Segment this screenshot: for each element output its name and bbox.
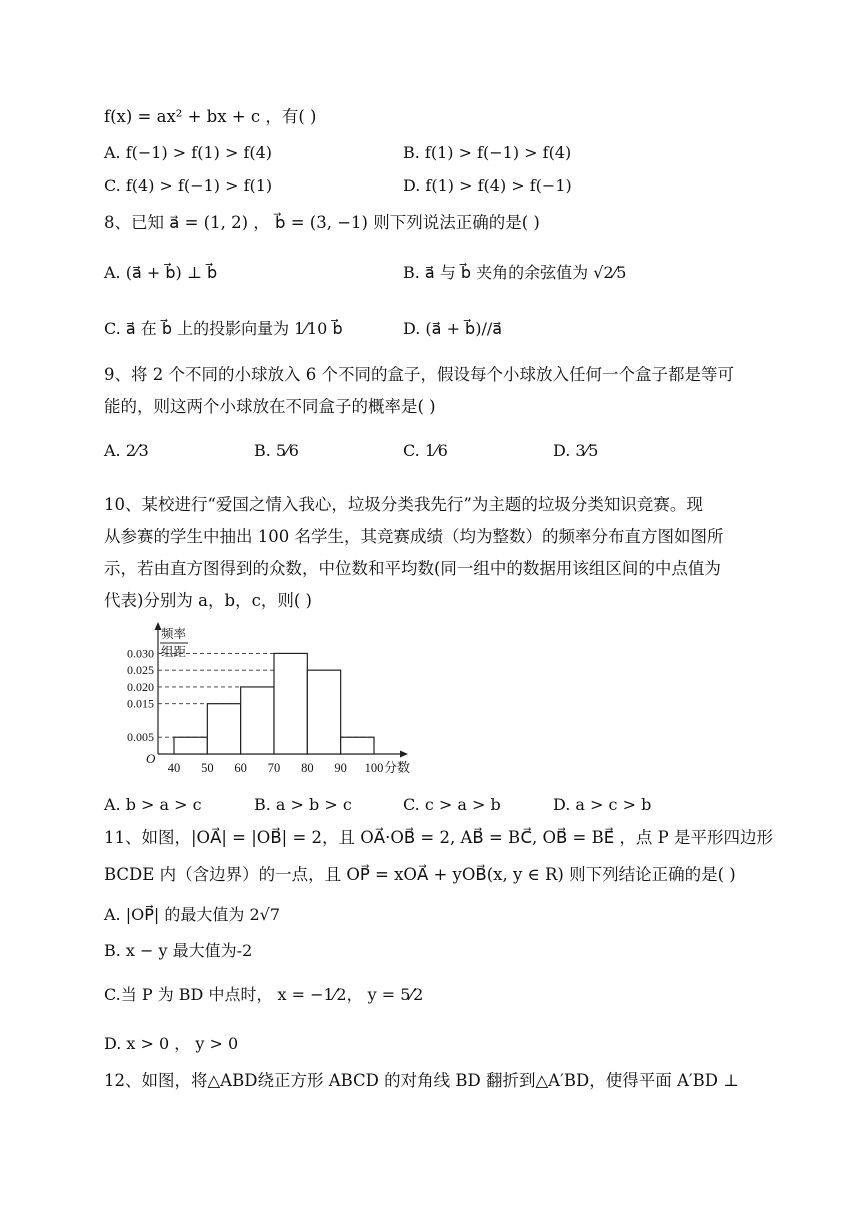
q9-option-b: B. 5⁄6 [254,441,299,460]
x-tick-label: 90 [334,761,347,775]
x-axis-arrow [400,751,408,758]
origin-label: O [146,751,156,766]
q8-option-d: D. (a⃗ + b⃗)//a⃗ [403,319,503,338]
q8-option-c: C. a⃗ 在 b⃗ 上的投影向量为 1⁄10 b⃗ [104,319,343,338]
q8-stem: 8、已知 a⃗ = (1, 2) ， b⃗ = (3, −1) 则下列说法正确的是( ) [104,213,540,232]
q7-option-c: C. f(4) > f(−1) > f(1) [104,176,273,195]
histogram-bar [341,737,374,754]
q10-stem-4: 代表)分别为 a，b，c，则( ) [104,591,312,610]
q7-option-d: D. f(1) > f(4) > f(−1) [403,176,572,195]
q12-stem-1: 12、如图，将△ABD绕正方形 ABCD 的对角线 BD 翻折到△A′BD，使得平面 A′BD ⊥ [104,1071,739,1090]
x-tick-label: 100 [364,761,384,775]
y-axis-label-top: 频率 [161,627,187,641]
q9-option-a: A. 2⁄3 [104,441,149,460]
x-tick-label: 40 [167,761,181,775]
q7-option-a: A. f(−1) > f(1) > f(4) [104,143,273,162]
q10-stem-1: 10、某校进行“爱国之情入我心，垃圾分类我先行”为主题的垃圾分类知识竞赛。现 [104,495,703,514]
y-tick-label: 0.005 [127,730,154,745]
y-tick-label: 0.025 [127,663,154,678]
q7-option-b: B. f(1) > f(−1) > f(4) [403,143,572,162]
x-tick-label: 60 [234,761,247,775]
histogram-bar [274,653,307,754]
q10-option-c: C. c > a > b [403,795,501,814]
histogram-bar [241,687,274,754]
y-tick-label: 0.015 [127,696,154,711]
x-tick-label: 50 [201,761,214,775]
q7-stem-tail: f(x) = ax² + bx + c ，有( ) [104,107,317,126]
histogram-bar [307,670,340,754]
x-tick-label: 70 [267,761,281,775]
q9-option-d: D. 3⁄5 [553,441,599,460]
q8-option-a: A. (a⃗ + b⃗) ⊥ b⃗ [104,263,218,282]
q10-stem-2: 从参赛的学生中抽出 100 名学生，其竞赛成绩（均为整数）的频率分布直方图如图所 [104,527,724,546]
q11-stem-1: 11、如图，|OA⃗| = |OB⃗| = 2，且 OA⃗·OB⃗ = 2, AB⃗ = BC⃗, OB⃗ = BE⃗ ，点 P 是平形四边形 [104,828,774,847]
y-tick-label: 0.020 [127,679,154,694]
histogram-bar [207,704,240,754]
y-axis-label-bottom: 组距 [161,645,187,659]
q10-option-a: A. b > a > c [104,795,202,814]
q11-stem-2: BCDE 内（含边界）的一点，且 OP⃗ = xOA⃗ + yOB⃗(x, y ∈ R) 则下列结论正确的是( ) [104,865,736,884]
x-tick-label: 80 [301,761,314,775]
q10-option-d: D. a > c > b [553,795,652,814]
q11-option-d: D. x > 0 ， y > 0 [104,1034,239,1053]
q10-stem-3: 示，若由直方图得到的众数，中位数和平均数(同一组中的数据用该组区间的中点值为 [104,559,721,578]
histogram-bar [174,737,207,754]
q11-option-a: A. |OP⃗| 的最大值为 2√7 [104,905,281,924]
q9-stem-2: 能的，则这两个小球放在不同盒子的概率是( ) [104,397,436,416]
q9-stem-1: 9、将 2 个不同的小球放入 6 个不同的盒子，假设每个小球放入任何一个盒子都是等可 [104,365,734,384]
y-tick-label: 0.030 [127,646,154,661]
q10-option-b: B. a > b > c [254,795,352,814]
q8-option-b: B. a⃗ 与 b⃗ 夹角的余弦值为 √2⁄5 [403,263,627,282]
q11-option-c: C.当 P 为 BD 中点时， x = −1⁄2， y = 5⁄2 [104,985,424,1004]
x-axis-label: 分数 [384,760,411,775]
frequency-histogram [104,622,434,782]
q11-option-b: B. x − y 最大值为-2 [104,941,253,960]
q9-option-c: C. 1⁄6 [403,441,448,460]
